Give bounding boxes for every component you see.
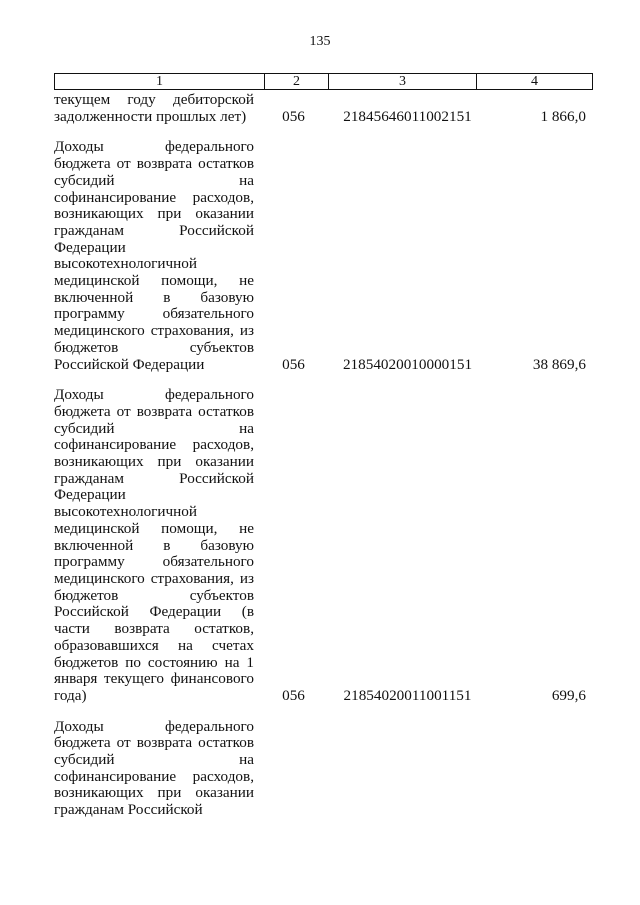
row-description [54, 719, 254, 819]
description-line: возникающих при оказании [54, 205, 254, 223]
row-description [54, 387, 254, 704]
description-line: софинансирование расходов, [54, 767, 254, 785]
description-line: части возврата остатков, [54, 620, 254, 638]
description-line: включенной в базовую [54, 536, 254, 554]
description-line: софинансирование расходов, [54, 188, 254, 206]
admin-code: 056 [282, 686, 305, 704]
description-line: софинансирование расходов, [54, 436, 254, 454]
description-line: Доходы федерального [54, 386, 254, 404]
table-row [54, 92, 592, 125]
amount: 1 866,0 [540, 107, 586, 125]
description-line: бюджета от возврата остатков [54, 734, 254, 752]
table-row [54, 387, 592, 704]
description-line: возникающих при оказании [54, 453, 254, 471]
description-line: медицинского страхования, из [54, 322, 254, 340]
description-line: образовавшихся на счетах [54, 636, 254, 654]
page-number: 135 [309, 34, 331, 49]
table-row [54, 719, 592, 819]
description-line: Российской Федерации (в [54, 603, 254, 621]
description-line: текущем году дебиторской [54, 91, 254, 108]
header-col-1: 1 [55, 74, 265, 90]
description-line: января текущего финансового [54, 670, 254, 688]
description-line: программу обязательного [54, 553, 254, 571]
description-line: медицинского страхования, из [54, 569, 254, 587]
budget-class-code: 21845646011002151 [343, 107, 472, 125]
description-line: Федерации [54, 238, 126, 256]
description-line: гражданам Российской [54, 221, 254, 239]
description-line: задолженности прошлых лет) [54, 107, 247, 125]
table-row [54, 139, 592, 373]
description-line: Доходы федерального [54, 138, 254, 156]
description-line: Доходы федерального [54, 717, 254, 735]
amount: 699,6 [551, 686, 586, 704]
admin-code: 056 [282, 355, 305, 373]
description-line: бюджета от возврата остатков [54, 402, 254, 420]
admin-code: 056 [282, 107, 305, 125]
description-line: возникающих при оказании [54, 784, 254, 802]
description-line: бюджетов субъектов [54, 586, 254, 604]
description-line: бюджетов по состоянию на 1 [54, 653, 254, 671]
description-line: субсидий на [54, 171, 254, 189]
description-line: Российской Федерации [54, 355, 205, 373]
table-header [54, 73, 593, 90]
header-col-2: 2 [265, 74, 329, 90]
row-description [54, 92, 254, 125]
header-col-3: 3 [329, 74, 477, 90]
description-line: года) [54, 686, 87, 704]
description-line: гражданам Российской [54, 469, 254, 487]
description-line: медицинской помощи, не [54, 272, 254, 290]
amount: 38 869,6 [532, 355, 586, 373]
description-line: программу обязательного [54, 305, 254, 323]
description-line: субсидий на [54, 751, 254, 769]
description-line: бюджетов субъектов [54, 338, 254, 356]
description-line: гражданам Российской [54, 801, 203, 819]
description-line: медицинской помощи, не [54, 519, 254, 537]
budget-class-code: 21854020010000151 [342, 355, 473, 373]
row-description [54, 139, 254, 373]
description-line: высокотехнологичной [54, 503, 198, 521]
description-line: включенной в базовую [54, 288, 254, 306]
description-line: Федерации [54, 486, 126, 504]
description-line: высокотехнологичной [54, 255, 198, 273]
description-line: субсидий на [54, 419, 254, 437]
table-body [54, 92, 592, 833]
description-line: бюджета от возврата остатков [54, 155, 254, 173]
header-col-4: 4 [477, 74, 593, 90]
budget-class-code: 21854020011001151 [343, 686, 472, 704]
